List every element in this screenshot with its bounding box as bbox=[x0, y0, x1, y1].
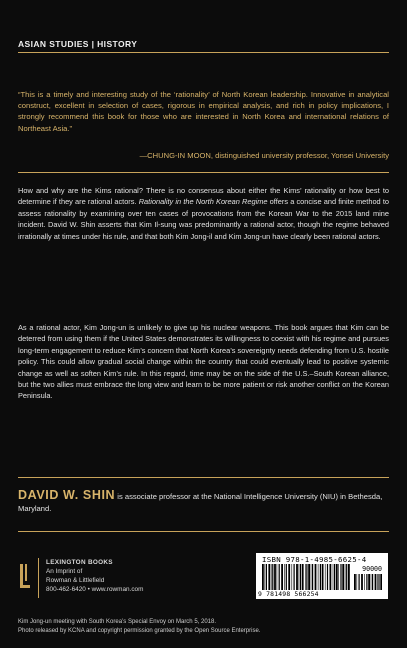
description-paragraph-2: As a rational actor, Kim Jong-un is unlikely to give up his nuclear weapons. This book argues that Kim can be deterred from using them if the United States demonstrates its willingness to coexist with his regime and pursues long-term engagement to reduce Kim’s concern that North Korea’s sovereignty needs defending from U.S. hostile policy. This could allow gradual social change within the country that could eventually lead to positive systemic change as well as soften Kim’s rule. In this regard, time may be on the side of the U.S.–South Korean alliance, but the two allies must embrace the long view and learn to be more patient or risk another conflict on the Korean Peninsula. bbox=[18, 323, 389, 401]
barcode-bar bbox=[375, 574, 377, 590]
quote-divider bbox=[18, 172, 389, 173]
barcode-bar bbox=[338, 564, 339, 590]
barcode-box bbox=[256, 553, 388, 599]
barcode-bar bbox=[364, 574, 365, 590]
isbn-text: ISBN 978-1-4985-6625-4 bbox=[262, 555, 367, 564]
barcode-bar bbox=[286, 564, 287, 590]
barcode-bar bbox=[357, 574, 358, 590]
price-barcode-icon bbox=[354, 574, 382, 590]
photo-credit bbox=[18, 618, 389, 636]
barcode-bar bbox=[371, 574, 372, 590]
photo-credit-line-2: Photo released by KCNA and copyright permission granted by the Open Source Enterprise. bbox=[18, 628, 261, 634]
barcode-bar bbox=[308, 564, 310, 590]
barcode-bar bbox=[284, 564, 285, 590]
publisher-parent: Rowman & Littlefield bbox=[46, 577, 105, 584]
publisher-name: LEXINGTON BOOKS bbox=[46, 559, 113, 566]
barcode-bar bbox=[342, 564, 344, 590]
barcode-bar bbox=[378, 574, 379, 590]
barcode-bar bbox=[340, 564, 341, 590]
photo-credit-line-1: Kim Jong-un meeting with South Korea’s Special Envoy on March 5, 2018. bbox=[18, 619, 216, 625]
barcode-bar bbox=[345, 564, 346, 590]
barcode-bar bbox=[320, 564, 321, 590]
barcode-bar bbox=[299, 564, 300, 590]
barcode-bar bbox=[334, 564, 335, 590]
barcode-bar bbox=[377, 574, 378, 590]
barcode-bar bbox=[372, 574, 373, 590]
category-label: ASIAN STUDIES | HISTORY bbox=[18, 39, 138, 49]
barcode-bar bbox=[327, 564, 328, 590]
barcode-bar bbox=[279, 564, 280, 590]
barcode-bar bbox=[330, 564, 332, 590]
barcode-bar bbox=[354, 574, 356, 590]
publisher-imprint: An Imprint of bbox=[46, 568, 83, 575]
barcode-bar bbox=[268, 564, 270, 590]
barcode-bar bbox=[305, 564, 306, 590]
barcode-bar bbox=[368, 574, 370, 590]
endorsement-attribution: —CHUNG-IN MOON, distinguished university professor, Yonsei University bbox=[139, 151, 389, 160]
price-code: 90000 bbox=[362, 565, 382, 573]
description-text: How and why are the Kims rational? There is no consensus about either the Kims’ rationality or how best to determine if they are rational actors. bbox=[18, 186, 389, 207]
publisher-divider bbox=[38, 558, 39, 598]
barcode-bar bbox=[318, 564, 319, 590]
barcode-bar bbox=[361, 574, 363, 590]
barcode-bar bbox=[325, 564, 326, 590]
top-divider bbox=[18, 52, 389, 53]
barcode-bar bbox=[336, 564, 338, 590]
barcode-bar bbox=[292, 564, 293, 590]
barcode-bar bbox=[348, 564, 350, 590]
barcode-bar bbox=[271, 564, 272, 590]
description-paragraph-1 bbox=[18, 185, 389, 242]
book-title-italic: Rationality in the North Korean Regime bbox=[138, 197, 268, 207]
author-divider bbox=[18, 477, 389, 478]
barcode-icon bbox=[262, 564, 350, 590]
barcode-bar bbox=[281, 564, 283, 590]
barcode-bar bbox=[262, 564, 264, 590]
publisher-block bbox=[18, 556, 178, 602]
barcode-bar bbox=[322, 564, 324, 590]
publisher-logo-icon bbox=[18, 562, 32, 592]
barcode-digits: 9 781498 566254 bbox=[258, 590, 319, 598]
author-bio bbox=[18, 489, 389, 515]
barcode-bar bbox=[265, 564, 266, 590]
author-bio-text: is associate professor at the National Intelligence University (NIU) in Bethesda, Maryland. bbox=[18, 492, 383, 513]
barcode-bar bbox=[346, 564, 347, 590]
barcode-bar bbox=[296, 564, 298, 590]
barcode-bar bbox=[300, 564, 301, 590]
barcode-bar bbox=[274, 564, 276, 590]
barcode-bar bbox=[312, 564, 313, 590]
barcode-bar bbox=[277, 564, 278, 590]
author-name: DAVID W. SHIN bbox=[18, 488, 116, 502]
endorsement-quote: “This is a timely and interesting study of the ‘rationality’ of North Korean leadership. Innovative in analytical construct, excellent in selection of cases, rigorous in empirical analysis, and rich in policy implications, I strongly recommend this book for those who are interested in North Korea and international relations of Northeast Asia.” bbox=[18, 90, 389, 133]
barcode-bar bbox=[306, 564, 307, 590]
barcode-bar bbox=[266, 564, 267, 590]
barcode-bar bbox=[288, 564, 290, 590]
barcode-bar bbox=[359, 574, 360, 590]
barcode-bar bbox=[272, 564, 273, 590]
barcode-bar bbox=[366, 574, 367, 590]
barcode-bar bbox=[302, 564, 304, 590]
publisher-text bbox=[46, 558, 143, 594]
bottom-divider bbox=[18, 531, 389, 532]
barcode-bar bbox=[315, 564, 317, 590]
barcode-bar bbox=[311, 564, 312, 590]
barcode-bar bbox=[333, 564, 334, 590]
description-text: offers a concise and finite method to assess rationality by examining over ten cases of provocations from the Korean War to the 2015 land mine incident. David W. Shin asserts that Kim Il-sung was predominantly a rational actor, though the regime behaved irrationally at times under his rule, and that both Kim Jong-il and Kim Jong-un have clearly been rational actors. bbox=[18, 197, 390, 241]
barcode-bar bbox=[294, 564, 295, 590]
publisher-contact: 800-462-6420 • www.rowman.com bbox=[46, 586, 144, 593]
barcode-bar bbox=[380, 574, 382, 590]
